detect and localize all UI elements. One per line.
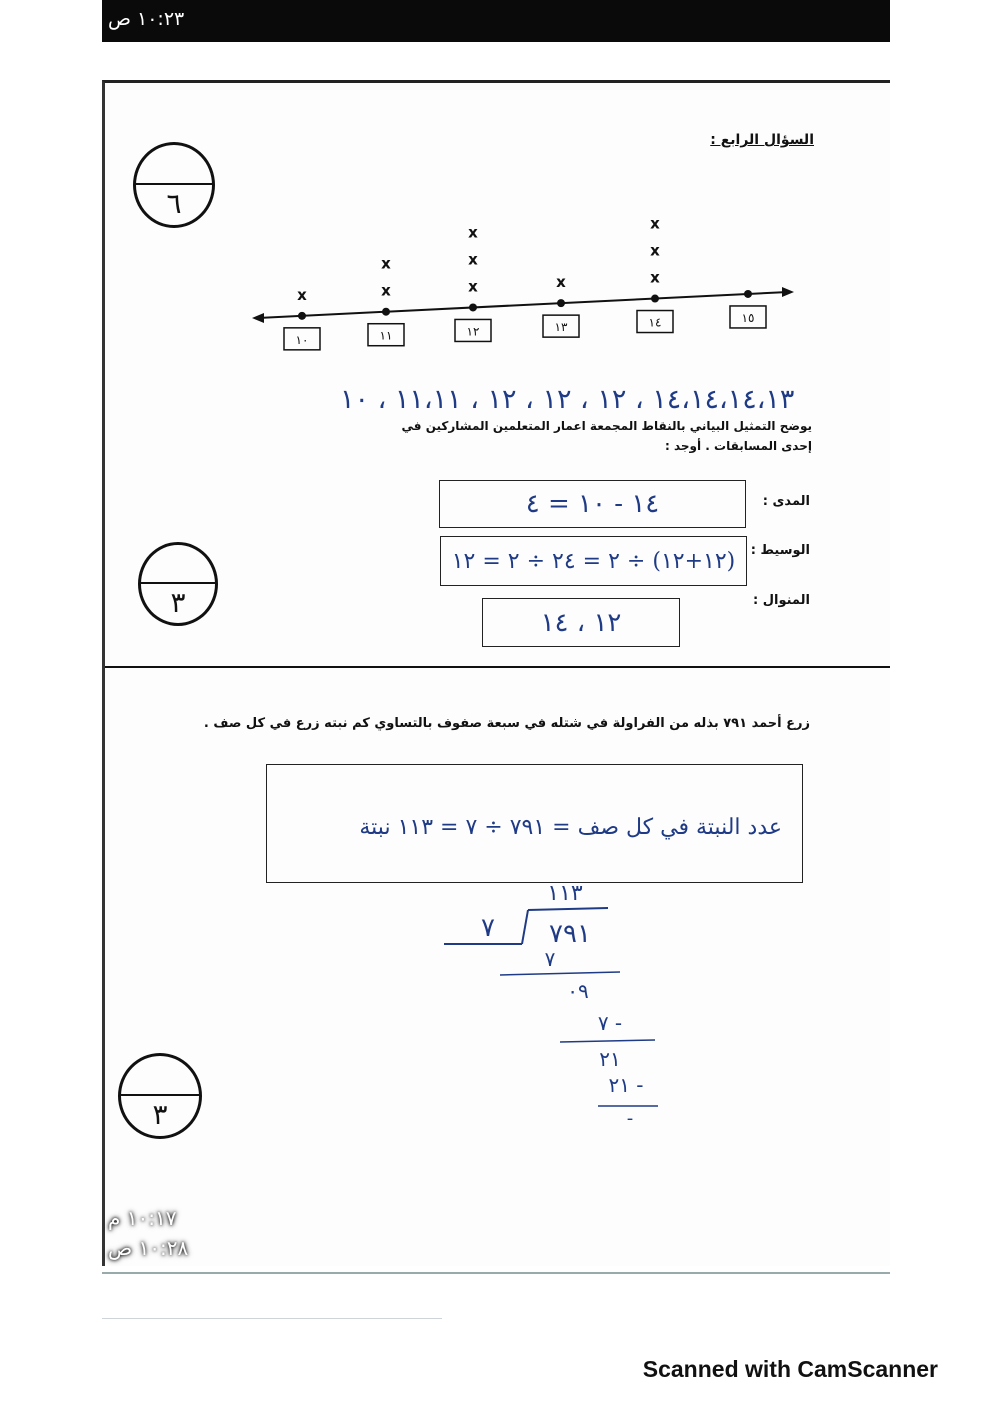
number-line-axis <box>258 292 788 318</box>
division-step1: ٧ <box>544 947 556 971</box>
range-label: المدى : <box>762 494 810 509</box>
axis-point <box>469 303 477 311</box>
tick-label: ١٣ <box>554 320 568 335</box>
axis-point <box>557 299 565 307</box>
score-value: ٦ <box>166 186 182 220</box>
data-mark-x: x <box>297 285 307 304</box>
axis-arrow-right <box>782 287 794 297</box>
range-answer: ١٤ - ١٠ = ٤ <box>525 489 660 519</box>
axis-arrow-left <box>252 313 264 323</box>
data-mark-x: x <box>381 281 391 300</box>
data-mark-x: x <box>650 268 660 287</box>
axis-point <box>744 290 752 298</box>
median-answer: (١٢+١٢) ÷ ٢ = ٢٤ ÷ ٢ = ١٢ <box>451 548 736 574</box>
question-description: يوضح التمثيل البياني بالنقاط المجمعة اعمار المتعلمين المشاركين في إحدى المسابقات . أوجد : <box>401 419 812 453</box>
score-circle-divider <box>141 582 215 584</box>
section-divider <box>105 666 890 668</box>
question-title: السؤال الرابع : <box>710 132 814 148</box>
division-step2: ٧ - <box>597 1011 623 1035</box>
status-time: ١٠:٢٣ ص <box>108 8 185 30</box>
mode-label: المنوال : <box>753 593 810 608</box>
timestamp-2: ١٠:٢٨ ص <box>108 1236 189 1260</box>
axis-point <box>651 295 659 303</box>
data-mark-x: x <box>650 241 660 260</box>
data-mark-x: x <box>650 214 660 233</box>
mode-answer: ١٢ ، ١٤ <box>540 607 622 638</box>
axis-point <box>382 308 390 316</box>
tick-label: ١٤ <box>648 315 662 330</box>
axis-point <box>298 312 306 320</box>
score-circle-q4-top <box>133 142 215 228</box>
division-divisor: ٧ <box>481 913 495 943</box>
division-bracket-side <box>522 910 528 944</box>
status-bar <box>102 0 890 42</box>
answer-box-q5 <box>266 764 803 883</box>
score-value: ٣ <box>152 1097 168 1131</box>
score-value: ٣ <box>170 585 186 619</box>
division-rem1: ٠٩ <box>567 979 589 1003</box>
question5-text: زرع أحمد ٧٩١ بذله من الفراولة في شتله في سبعة صفوف بالتساوي كم نبته زرع في كل صف . <box>203 716 810 731</box>
tick-label: ١٢ <box>466 324 480 339</box>
data-mark-x: x <box>556 273 566 292</box>
score-circle-divider <box>136 183 212 185</box>
tick-label: ١٥ <box>741 310 755 325</box>
scanner-watermark: Scanned with CamScanner <box>642 1356 938 1382</box>
data-mark-x: x <box>468 250 478 269</box>
dot-plot <box>250 200 800 360</box>
sheet-edge <box>102 1272 890 1274</box>
mode-answer-box <box>482 598 680 647</box>
division-quotient: ١١٣ <box>547 881 583 906</box>
median-label: الوسيط : <box>750 543 810 558</box>
division-line2 <box>560 1040 655 1042</box>
tick-label: ١٠ <box>295 332 309 347</box>
range-answer-box <box>439 480 746 528</box>
division-rem2: ٢١ <box>599 1047 621 1071</box>
division-dividend: ٧٩١ <box>549 919 591 949</box>
sheet-edge-shadow <box>102 1318 442 1319</box>
tick-label: ١١ <box>379 328 393 343</box>
division-rem3: - <box>626 1108 634 1129</box>
score-circle-divider <box>121 1094 199 1096</box>
score-circle-q4-bottom <box>138 542 218 626</box>
division-step3: ٢١ - <box>608 1073 644 1097</box>
division-bracket-top <box>528 908 608 910</box>
data-mark-x: x <box>468 223 478 242</box>
q5-answer: عدد النبتة في كل صف = ٧٩١ ÷ ٧ = ١١٣ نبتة <box>359 815 782 840</box>
student-data-list: ١٤،١٤،١٤،١٣ ، ١٢ ، ١٢ ، ١٢ ، ١١،١١ ، ١٠ <box>340 384 795 415</box>
long-division <box>430 880 690 1130</box>
score-circle-q5 <box>118 1053 202 1139</box>
data-mark-x: x <box>381 254 391 273</box>
timestamp-1: ١٠:١٧ م <box>108 1206 177 1230</box>
division-line1 <box>500 972 620 975</box>
median-answer-box <box>440 536 747 586</box>
data-mark-x: x <box>468 277 478 296</box>
